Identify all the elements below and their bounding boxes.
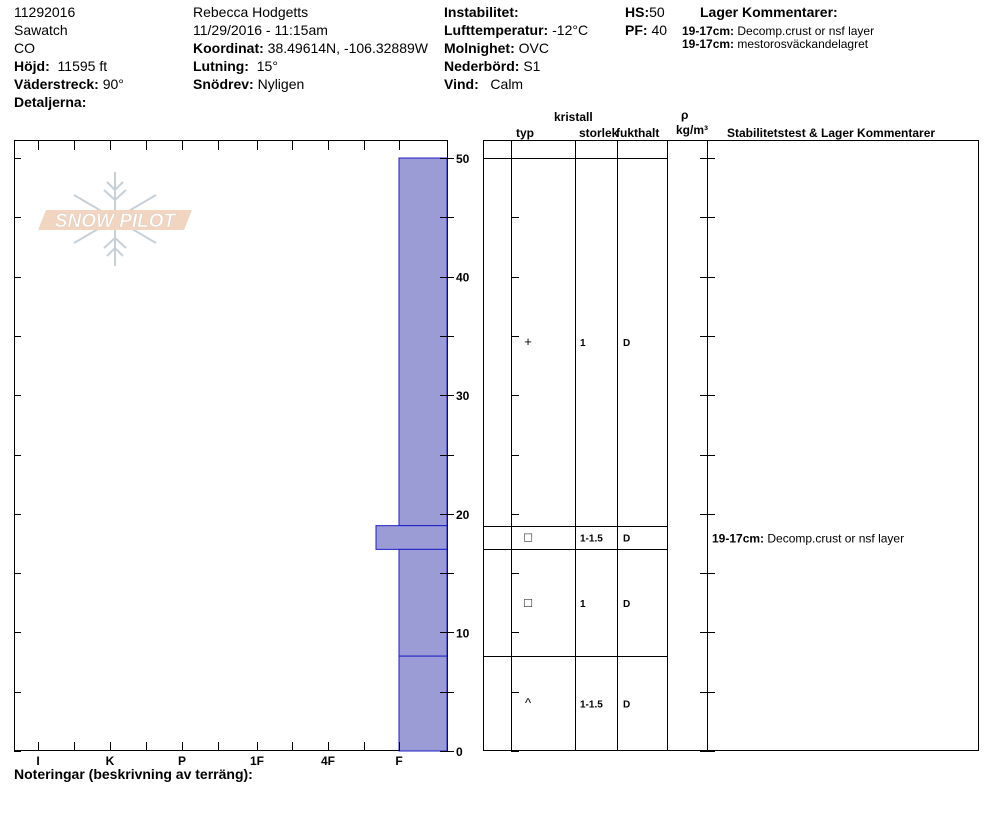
coordinate-value: 38.49614N, -106.32889W: [267, 40, 428, 56]
state-name: CO: [14, 40, 35, 56]
layer-moisture: D: [623, 598, 631, 610]
type-column-header: typ: [516, 126, 534, 140]
details-label: Detaljerna:: [14, 94, 87, 110]
depth-label: 10: [456, 626, 470, 641]
stability-column-header: Stabilitetstest & Lager Kommentarer: [727, 126, 936, 140]
air-temp-label: Lufttemperatur:: [444, 22, 549, 38]
aspect-label: Väderstreck:: [14, 76, 99, 92]
pf-value: 40: [651, 22, 668, 38]
table-ticks: [511, 159, 715, 752]
profile-layer-3: [399, 549, 447, 656]
air-temp-value: -12°C: [552, 22, 589, 38]
crystal-size: 1-1.5: [580, 533, 603, 545]
layer-moisture: D: [623, 533, 631, 545]
stability-comment-text: Decomp.crust or nsf layer: [767, 531, 905, 546]
precip-value: S1: [523, 58, 541, 74]
terrain-notes-label: Noteringar (beskrivning av terräng):: [14, 766, 253, 782]
observation-datetime: 11/29/2016 - 11:15am: [193, 22, 328, 38]
coordinate-label: Koordinat:: [193, 40, 264, 56]
sky-value: OVC: [518, 40, 549, 56]
profile-layer-4: [399, 656, 447, 751]
elevation-value: 11595 ft: [57, 58, 108, 74]
size-column-header: storlek: [579, 126, 619, 140]
moisture-column-header: fukthalt: [616, 126, 660, 140]
graph-frame: [15, 141, 448, 751]
hs-value: 50: [649, 4, 665, 20]
wind-loading-value: Nyligen: [257, 76, 305, 92]
rho-symbol: ρ: [681, 108, 689, 122]
slope-label: Lutning:: [193, 58, 249, 74]
layer-comment-1-depth: 19-17cm:: [682, 24, 735, 38]
crystal-size: 1: [580, 598, 586, 610]
hardness-label: 1F: [249, 754, 265, 768]
wind-loading-label: Snödrev:: [193, 76, 254, 92]
slope-value: 15°: [256, 58, 278, 74]
crystal-type-symbol: □: [524, 594, 532, 610]
hardness-label: P: [177, 754, 187, 768]
layer-table-rows: [483, 159, 904, 711]
layer-comment-2-text: mestorosväckandelagret: [737, 37, 869, 51]
table-column-lines: [512, 140, 708, 751]
profile-layer-2: [376, 526, 447, 550]
depth-label: 50: [456, 152, 470, 166]
elevation-label: Höjd:: [14, 58, 50, 74]
wind-value: Calm: [490, 76, 524, 92]
stability-comment-depth: 19-17cm:: [712, 531, 768, 546]
crystal-size: 1-1.5: [580, 699, 603, 711]
depth-label: 20: [456, 507, 470, 522]
hardness-label: K: [105, 754, 115, 768]
depth-label: 0: [456, 745, 463, 759]
layer-comment-2-depth: 19-17cm:: [682, 37, 735, 51]
layer-table-frame: [484, 141, 979, 751]
layer-moisture: D: [623, 699, 631, 711]
layer-comment-1-text: Decomp.crust or nsf layer: [737, 24, 875, 38]
precip-label: Nederbörd:: [444, 58, 520, 74]
hardness-label: F: [395, 754, 403, 768]
depth-label: 40: [456, 270, 470, 285]
pf-label: PF:: [625, 22, 648, 38]
hardness-label: I: [36, 754, 40, 768]
hardness-label: 4F: [320, 754, 336, 768]
layer-comments-title: Lager Kommentarer:: [700, 4, 838, 20]
layer-moisture: D: [623, 337, 631, 349]
logo-text: SNOW PILOT: [54, 211, 176, 232]
observer-name: Rebecca Hodgetts: [193, 4, 309, 20]
crystal-column-header: kristall: [554, 110, 593, 124]
crystal-type-symbol: ^: [524, 695, 532, 711]
date-code: 11292016: [14, 4, 76, 20]
crystal-size: 1: [580, 337, 586, 349]
instability-label: Instabilitet:: [444, 4, 519, 20]
hardness-profile: [376, 158, 447, 751]
hs-label: HS:: [625, 4, 650, 20]
stability-comment: [712, 532, 904, 546]
profile-layer-1: [399, 158, 447, 526]
wind-label: Vind:: [444, 76, 479, 92]
aspect-value: 90°: [102, 76, 124, 92]
sky-label: Molnighet:: [444, 40, 515, 56]
depth-axis: [456, 152, 470, 759]
depth-label: 30: [456, 389, 470, 404]
density-column-header: kg/m³: [676, 123, 709, 137]
range-name: Sawatch: [14, 22, 68, 38]
crystal-type-symbol: □: [524, 529, 532, 545]
snowpilot-logo: [38, 172, 192, 266]
crystal-type-symbol: +: [524, 333, 532, 349]
